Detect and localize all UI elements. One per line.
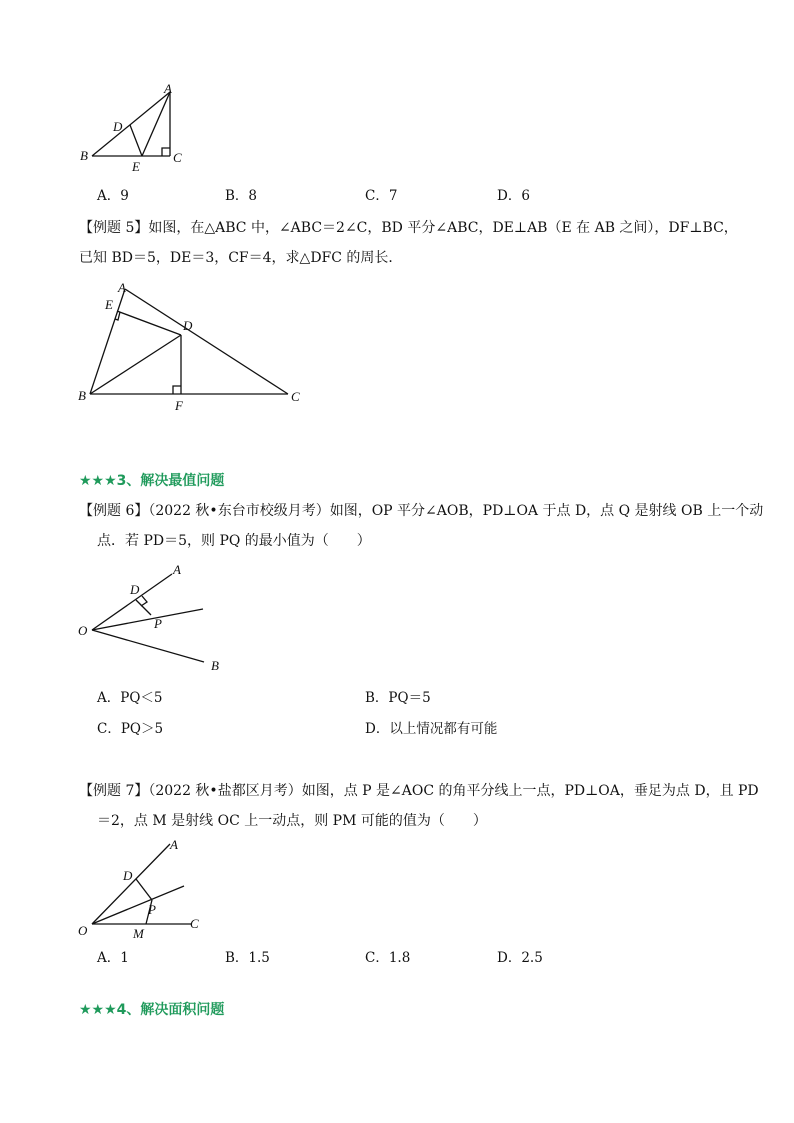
label-o: O (78, 623, 88, 638)
example-7-line-2: ＝2，点 M 是射线 OC 上一动点，则 PM 可能的值为（ ） (97, 813, 487, 829)
option-c[interactable]: C．PQ＞5 (97, 721, 164, 737)
option-d[interactable]: D．2.5 (497, 950, 543, 966)
ray-oa (92, 844, 170, 924)
label-f: F (175, 398, 183, 413)
segment-ae (142, 92, 170, 156)
label-d: D (113, 119, 123, 134)
label-d: D (183, 318, 193, 333)
label-a: A (164, 81, 172, 96)
example-5-line-2: 已知 BD＝5，DE＝3，CF＝4，求△DFC 的周长． (79, 250, 403, 266)
option-a[interactable]: A．9 (97, 188, 129, 204)
ray-ob (92, 630, 204, 662)
side-ac (125, 289, 288, 394)
stars-icon: ★★★ (79, 1002, 117, 1018)
option-a[interactable]: A．PQ＜5 (97, 690, 163, 706)
segment-de (130, 125, 142, 156)
option-d[interactable]: D．6 (497, 188, 530, 204)
example-6-line-2: 点．若 PD＝5，则 PQ 的最小值为（ ） (97, 533, 371, 549)
segment-pd (136, 600, 151, 615)
right-angle-mark (141, 596, 147, 606)
option-a[interactable]: A．1 (97, 950, 129, 966)
option-c[interactable]: C．1.8 (365, 950, 411, 966)
label-a: A (118, 280, 126, 295)
label-a: A (170, 837, 178, 852)
option-b[interactable]: B．1.5 (225, 950, 270, 966)
section-4-title: 4、解决面积问题 (116, 1002, 225, 1018)
figure-triangle-abc-1 (76, 80, 196, 175)
stars-icon: ★★★ (79, 473, 117, 489)
example-5-line-1: 【例题 5】如图，在△ABC 中，∠ABC＝2∠C，BD 平分∠ABC，DE⊥AB（E 在 AB 之间），DF⊥BC， (79, 220, 738, 236)
side-ab (92, 92, 170, 156)
label-p: P (154, 616, 162, 631)
option-d[interactable]: D．以上情况都有可能 (365, 721, 498, 737)
right-angle-mark-f (173, 386, 181, 394)
label-c: C (173, 150, 182, 165)
section-3-title: 3、解决最值问题 (116, 473, 225, 489)
right-angle-mark (162, 148, 170, 156)
label-e: E (105, 297, 113, 312)
section-3-heading (79, 472, 224, 490)
label-m: M (133, 926, 144, 941)
figure-angle-aoc (74, 836, 224, 946)
figure-triangle-abc-2 (74, 278, 314, 413)
ray-op-bisector (92, 886, 184, 924)
option-b[interactable]: B．8 (225, 188, 258, 204)
label-c: C (190, 916, 199, 931)
segment-pd (136, 879, 152, 900)
label-d: D (123, 868, 133, 883)
option-b[interactable]: B．PQ＝5 (365, 690, 431, 706)
example-6-line-1: 【例题 6】（2022 秋•东台市校级月考）如图，OP 平分∠AOB，PD⊥OA 于点 D，点 Q 是射线 OB 上一个动 (79, 503, 764, 519)
label-e: E (132, 159, 140, 174)
option-c[interactable]: C．7 (365, 188, 398, 204)
label-b: B (80, 148, 88, 163)
label-c: C (291, 389, 300, 404)
label-d: D (130, 582, 140, 597)
label-b: B (211, 658, 219, 673)
segment-bd (90, 335, 181, 394)
segment-de (117, 311, 181, 335)
section-4-heading (79, 1001, 224, 1019)
example-7-line-1: 【例题 7】（2022 秋•盐都区月考）如图，点 P 是∠AOC 的角平分线上一点，PD⊥OA，垂足为点 D，且 PD (79, 783, 759, 799)
label-o: O (78, 923, 88, 938)
label-p: P (148, 902, 156, 917)
label-a: A (173, 562, 181, 577)
figure-angle-aob (74, 560, 244, 675)
label-b: B (78, 388, 86, 403)
